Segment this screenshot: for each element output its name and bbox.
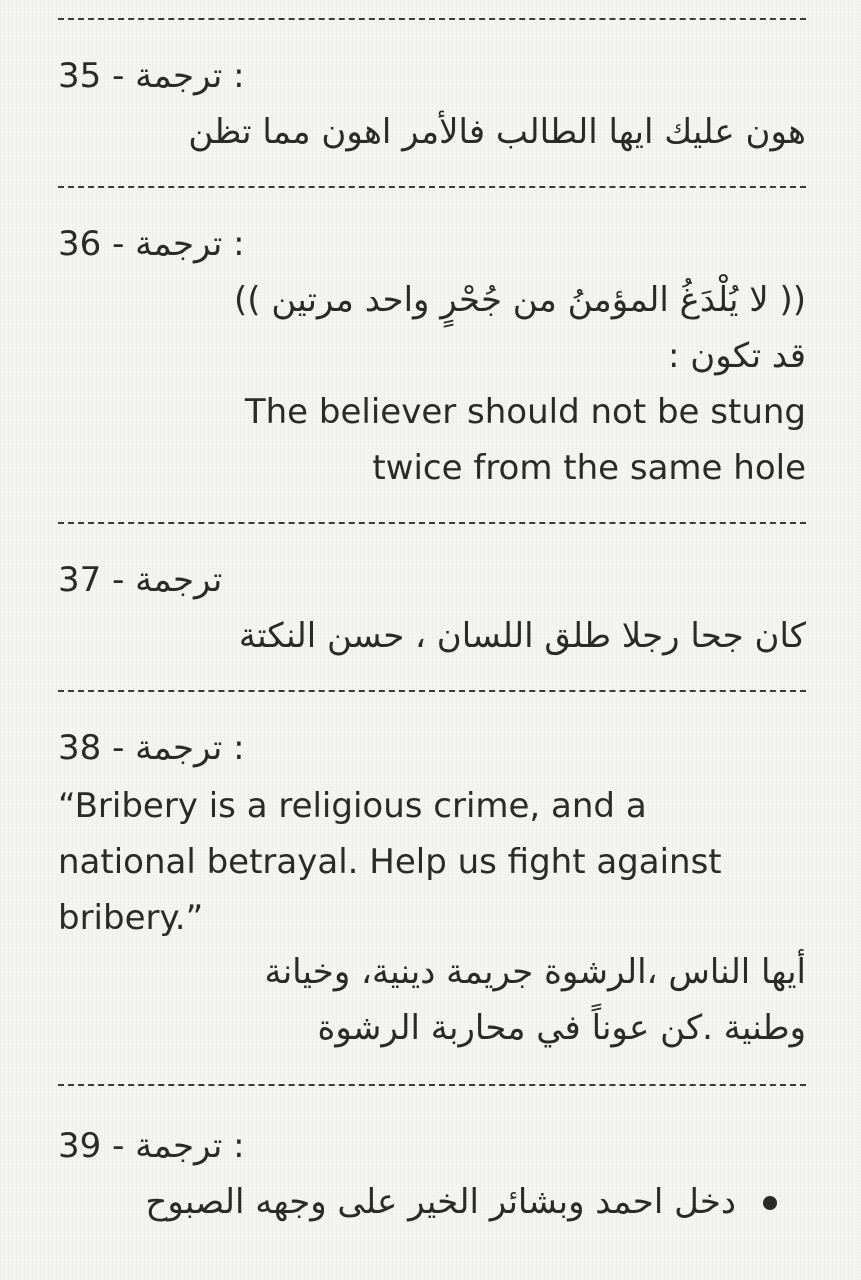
entry-38-english-line-2: national betrayal. Help us fight against	[58, 842, 722, 882]
dashed-separator	[58, 522, 806, 524]
entry-36-hadith-text: (( لا يُلْدَغُ المؤمنُ من جُحْرٍ واحد مرتين ))	[233, 280, 806, 320]
entry-38-english-line-3: bribery.”	[58, 898, 204, 938]
entry-38-arabic-line-1: أيها الناس ،الرشوة جريمة دينية، وخيانة	[264, 952, 806, 992]
entry-36-translation-line-1: The believer should not be stung	[244, 392, 806, 432]
entry-38-heading: 38 - ترجمة :	[58, 728, 245, 768]
bullet-icon	[763, 1196, 777, 1210]
dashed-separator	[58, 690, 806, 692]
dashed-separator	[58, 18, 806, 20]
entry-36-translation-line-2: twice from the same hole	[372, 448, 806, 488]
entry-35-heading: 35 - ترجمة :	[58, 56, 245, 96]
entry-39-bullet-text: دخل احمد وبشائر الخير على وجهه الصبوح	[145, 1182, 736, 1222]
dashed-separator	[58, 186, 806, 188]
entry-37-arabic-text: كان جحا رجلا طلق اللسان ، حسن النكتة	[238, 616, 806, 656]
entry-37-heading: 37 - ترجمة	[58, 560, 223, 600]
entry-38-english-line-1: “Bribery is a religious crime, and a	[58, 786, 647, 826]
entry-38-arabic-line-2: وطنية .كن عوناً في محاربة الرشوة	[317, 1008, 806, 1048]
entry-35-arabic-text: هون عليك ايها الطالب فالأمر اهون مما تظن	[188, 112, 806, 152]
entry-36-heading: 36 - ترجمة :	[58, 224, 245, 264]
entry-39-heading: 39 - ترجمة :	[58, 1126, 245, 1166]
entry-36-label: قد تكون :	[668, 336, 806, 376]
entry-39-bullet-item	[58, 1174, 806, 1230]
dashed-separator	[58, 1084, 806, 1086]
